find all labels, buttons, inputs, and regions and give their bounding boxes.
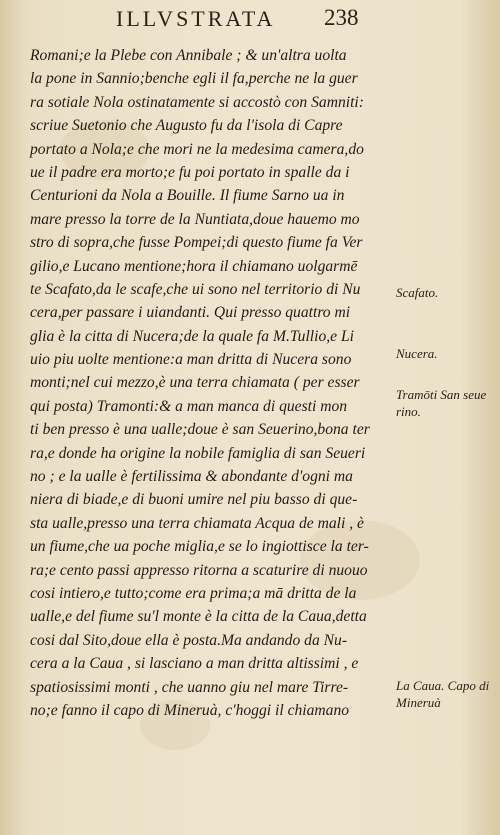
text-line: spatiosissimi monti , che uanno giu nel mare Tirre- — [30, 678, 349, 696]
text-line: cera,per passare i uiandanti. Qui presso quattro mi — [30, 304, 351, 322]
text-line: ti ben presso è una ualle;doue è san Seuerino,bona ter — [30, 421, 370, 439]
text-line: portato a Nola;e che mori ne la medesima camera,do — [30, 140, 364, 158]
text-line: cera a la Caua , si lasciano a man dritta altissimi , e — [30, 655, 359, 673]
text-line: no;e fanno il capo di Mineruà, c'hoggi il chiamano — [30, 701, 350, 719]
margin-notes — [392, 0, 498, 835]
text-line: monti;nel cui mezzo,è una terra chiamata ( per esser — [30, 374, 360, 392]
body-text — [30, 44, 398, 722]
text-line: ra sotiale Nola ostinatamente si accostò con Samniti: — [30, 93, 364, 111]
text-line: qui posta) Tramonti:& a man manca di questi mon — [30, 397, 348, 415]
margin-note-tramonti: Tramōti San seue rino. — [396, 387, 487, 419]
margin-note-caua: La Caua. Capo di Mineruà — [396, 678, 490, 710]
text-line: un fiume,che ua poche miglia,e se lo ingiottisce la ter- — [30, 538, 369, 556]
text-line: no ; e la ualle è fertilissima & abondante d'ogni ma — [30, 468, 353, 486]
text-line: scriue Suetonio che Augusto fu da l'isola di Capre — [30, 117, 343, 135]
text-line: niera di biade,e di buoni umire nel piu basso di que- — [30, 491, 358, 509]
text-line: cosi dal Sito,doue ella è posta.Ma andando da Nu- — [30, 631, 348, 649]
text-line: sta ualle,presso una terra chiamata Acqua de mali , è — [30, 514, 364, 532]
text-line: la pone in Sannio;benche egli il fa,perche ne la guer — [30, 70, 358, 88]
text-line: ra,e donde ha origine la nobile famiglia di san Seueri — [30, 444, 366, 462]
margin-note-nucera: Nucera. — [396, 346, 438, 361]
page-number: 238 — [324, 5, 359, 30]
text-line: gilio,e Lucano mentione;hora il chiamano uolgarmē — [30, 257, 358, 275]
running-head: ILLVSTRATA — [116, 6, 276, 31]
margin-note-scafato: Scafato. — [396, 285, 439, 300]
text-line: Centurioni da Nola a Bouille. Il fiume Sarno ua in — [30, 187, 345, 205]
text-line: ra;e cento passi appresso ritorna a scaturire di nuouo — [30, 561, 368, 579]
text-line: glia è la citta di Nucera;de la quale fa M.Tullio,e Li — [30, 327, 354, 345]
text-line: Romani;e la Plebe con Annibale ; & un'altra uolta — [30, 47, 347, 64]
text-line: uio piu uolte mentione:a man dritta di Nucera sono — [30, 351, 352, 369]
text-line: ue il padre era morto;e fu poi portato in spalle da i — [30, 163, 350, 181]
text-line: cosi intiero,e tutto;come era prima;a mā dritta de la — [30, 584, 357, 602]
text-line: ualle,e del fiume su'l monte è la citta de la Caua,detta — [30, 608, 367, 626]
text-line: te Scafato,da le scafe,che ui sono nel territorio di Nu — [30, 280, 361, 298]
text-line: stro di sopra,che fusse Pompei;di questo fiume fa Ver — [30, 234, 363, 252]
text-line: mare presso la torre de la Nuntiata,doue hauemo mo — [30, 210, 360, 228]
